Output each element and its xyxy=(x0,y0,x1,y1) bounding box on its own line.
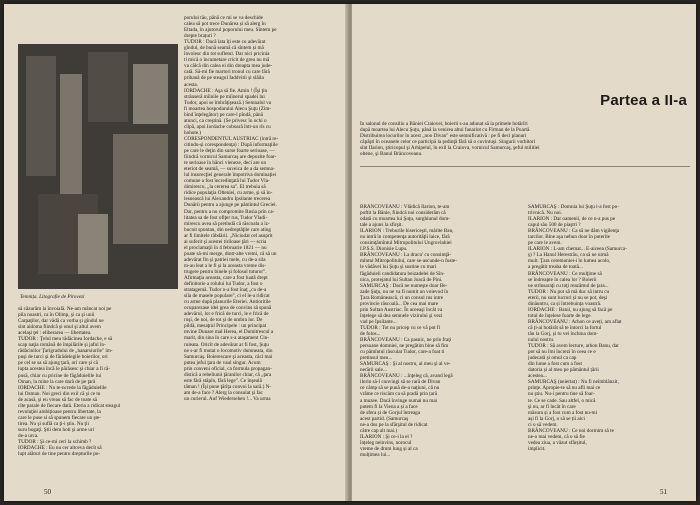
right-column-1 xyxy=(360,204,520,484)
text-line: să căzurăm la învoială. Ne-am mâncat noi pe xyxy=(18,306,112,312)
dialogue-line: ci o să vedem. xyxy=(528,421,558,428)
dialogue-line: Ţara Românească, ci un consul rus intre xyxy=(360,294,444,301)
intro-line: În salonul de consiliu a Băniei Craiovei, boierii s-au adunat să ia primele hotărîri xyxy=(360,121,528,127)
dialogue-line: făgăduieli candidatura beizadelei de Sîn- xyxy=(360,270,445,277)
text-line: eteriot de seamă, — suveica de a da semna- xyxy=(184,166,275,173)
text-line: acesta. xyxy=(184,81,198,88)
text-line: revoluţiei ambiţioase pentru libertate, la xyxy=(18,408,101,415)
text-line: cu arme după planurile Eteriei. Antioritile xyxy=(184,299,271,306)
dialogue-line: înțeleg neinvins, norocul xyxy=(360,439,412,446)
dialogue-line: nu intră în competenţa autorităţii laice, fără xyxy=(360,234,450,241)
dialogue-line: poftit la Bănie, fiindcă noi considerăm că xyxy=(360,210,446,217)
text-line: prin conveni oficial, ca formula propagan- xyxy=(184,365,272,372)
text-line: comune a fost încredinţată lui Tudor Vla- xyxy=(184,178,270,185)
text-line: ruşi, de noi, de tot şi de umbra lor. De xyxy=(184,317,263,324)
text-line: tăman ! (Îşi pune ţărîţa convoi la sară.) N- xyxy=(184,383,272,390)
dialogue-line: BRÂNCOVEANU : La dracu' cu consimţă- xyxy=(360,252,451,259)
dialogue-line: ilorin să-l convingi să se rară de Divan xyxy=(360,379,441,386)
text-line: distică a rebeliunii ţăranilor chiar, că „ţara xyxy=(184,371,272,378)
dialogue-line: trivnică. Nu noi. xyxy=(528,210,562,217)
dialogue-line: capul său 500 de piaştri ? xyxy=(528,222,581,229)
text-line: lesnească lui Alexandru Ipsilante trecerea xyxy=(184,196,271,203)
dialogue-line: ILARION : Dar oamenii, de ce n-a pus pe xyxy=(528,216,616,223)
dialogue-line: nului nostru. xyxy=(528,337,555,344)
text-line: de-a urca. xyxy=(18,432,39,439)
text-line: clipă, apoi Iordache coboară într-un rîs cu xyxy=(184,123,271,130)
text-line: stratagemă. Tudor n-a fost înaţ „cu de-a xyxy=(184,287,267,294)
text-line: IORDACHE : Eu nu cer altceva decît să xyxy=(18,445,102,452)
dialogue-line: datoria și al meu pe pământul țării xyxy=(528,367,599,374)
dialogue-line: pretinsul meu... xyxy=(360,355,393,362)
text-line: ne s-ar fi mutat o locomotiv dumneata, din xyxy=(184,347,273,354)
dialogue-line: pe care le avem. xyxy=(528,240,562,247)
dialogue-line: pot să nu îmi încrezi în ceea ce e xyxy=(528,349,596,356)
text-line: Carpaţilor, dar vădă ca vorba şi gîndul ne xyxy=(18,318,104,325)
text-line: drepte brațuri ? xyxy=(184,33,216,40)
part-title: Partea a II-a xyxy=(600,92,687,109)
dialogue-line: provincie răscoală... De cea mai mare xyxy=(360,300,439,307)
dialogue-line: TUDOR : Nu pot să mă duc să intru cu xyxy=(528,288,610,295)
text-line: adevărul, lor e frică de turci, le e frică de xyxy=(184,311,269,318)
prison-lithograph-photo xyxy=(18,44,178,289)
dialogue-line: SAMURCAŞ : Şi al nostru, al meu şi al ve- xyxy=(360,361,451,368)
dialogue-line: înțelege să dea semnele vizirului şi vezi xyxy=(360,312,443,319)
dialogue-line: TUDOR : Tot nu pricep cu ce vă pot fi xyxy=(360,324,441,331)
dialogue-line: cu pămîntul răsculat Tudor, care-a foat ti xyxy=(360,349,445,356)
dialogue-line: prin Sultan Austriac. În aceeaşi încât va xyxy=(360,306,443,313)
dialogue-line: acestea... xyxy=(528,373,547,380)
intro-line: căpăşti în oceanele celor ce participă la şedinţă fără să o cuvintuşi. Singurii vorbitori xyxy=(360,139,536,146)
text-line: ruleata. Oricît de adevărat ar fi fost, Şuţu xyxy=(184,341,269,348)
text-line: pe cel se sa să ajung ţară, ori care şi că xyxy=(18,360,98,367)
text-line: va călcă din calea ei din dreapta mea jude- xyxy=(184,63,273,70)
text-line: m-au leat a le fi şi la aceasta vreme dis- xyxy=(184,262,266,269)
text-line: ridice populaţia Olteniei, cu arme, şi să în- xyxy=(184,190,273,197)
text-line: cată. Să-mi fie martori tronul cu care fără xyxy=(184,69,270,76)
dialogue-line: odată cu moartea lui Şuţu, surghiunul dom- xyxy=(360,216,450,223)
dialogue-line: putem fi la Viena a și a face xyxy=(360,403,418,410)
dialogue-line: ILARION : Şi ce-i la el ? xyxy=(360,433,413,440)
dialogue-line: ILARION : Treburile bisericeşti, mărite Ban, xyxy=(360,228,454,235)
dialogue-line: tarcilor. Bine aşa nebun doar în puterile xyxy=(528,234,610,241)
text-line: este fără stăpîn, fără lege". Ce înşeală xyxy=(184,377,262,384)
dialogue-line: eterii, nu sunt lucruri și nu se pot, deşi xyxy=(528,294,608,301)
intro-line: Distribuirea locurilor în acest „noo Divan" este semnificativă : pe fi deci planuri xyxy=(360,133,527,140)
text-line: prihană de pe steagul Iaddvitii și slăila xyxy=(184,75,264,82)
text-line: rădăcinilor Ţarigradului de „hanarsiurile" im- xyxy=(18,348,113,355)
text-line: litatea sa de fost ofiţer rus, Tudor Vladi- xyxy=(184,214,268,221)
intro-line: după moartea lui Alecu Şuţu, până la venirea altui fanariot cu Firman de la Poartă. xyxy=(360,127,531,134)
dialogue-line: ași fi la Gorj, o să se ții aici xyxy=(528,415,585,422)
text-line: marit, din sina în care s-a ataşament Cin- xyxy=(184,335,269,342)
dialogue-line: BRÂNCOVEANU : Arhon ce aveți, am aflat xyxy=(528,318,622,325)
right-column-2 xyxy=(528,204,690,484)
text-line: TUDOR : Ţelul meu rădăcinea Iordache, e să xyxy=(18,336,113,343)
text-line: atunci, ca creştină. (Se privesc în ochi o xyxy=(184,117,267,124)
dialogue-line: BRÂNCOVEANU : Ca să ne dăm vigilenţa xyxy=(528,228,620,235)
text-line: gîndul, de bună seamă că sîntem și mă xyxy=(184,45,264,52)
dialogue-line: măsura și a fost cum a fost nu-mi xyxy=(528,409,598,416)
dialogue-line: nerării sale... xyxy=(360,367,387,374)
text-line: strânseră mîinile pe mîinerul spadei lui xyxy=(184,93,265,100)
dialogue-line: judecată și omul ca cap xyxy=(528,355,577,362)
text-line: ar fi limitele răbdării. „Niciodat cel asuprit xyxy=(184,232,273,239)
text-line: CORESPONDENTUL AUSTRIAC (intră re- xyxy=(184,135,279,142)
text-line: ai suferit şi acestei tiriloase ţări — scria xyxy=(184,238,267,245)
dialogue-line: tale a ajuns la sfirşit. xyxy=(360,222,403,229)
text-line: am de-a face ? Alerg la consulat şi fac xyxy=(184,389,263,396)
text-line: TUDOR : Şi ce-mi ceri la schimb ? xyxy=(18,439,92,446)
text-line: care le puse si să spunem fiecare un şte- xyxy=(18,414,101,421)
dialogue-line: BRÂNCOVEANU : Ce noi dormim să te xyxy=(528,427,614,434)
text-line: definitorie a rolului lui Tudor, a fost o xyxy=(184,281,263,288)
dialogue-line: se îndreapte în calea lor ? Boierii xyxy=(528,276,597,283)
text-line: putea jefui ţara de vaul singur. Acum xyxy=(184,359,261,366)
dialogue-line: ş) ? La Hanul Herestrău, ca să ne urmă xyxy=(528,252,609,259)
text-line: fi moartea hospodarului Alecu Şuţu (Zim- xyxy=(184,105,272,112)
dialogue-line: I.P.S.S. Dionisie Lupu. xyxy=(360,246,408,253)
text-line: poate să-mi merge, dintr-alte vremi, că să un xyxy=(184,250,277,257)
text-line: Tudor, apoi se îmbrăţişează.) Semnalul va xyxy=(184,99,272,106)
text-line: Samurcaş. Boierescare şi aceasta, căci mai xyxy=(184,353,273,360)
dialogue-line: BRÂNCOVEANU : Vlădică Ilarion, te-am xyxy=(360,204,450,210)
text-line: trugere pentru binele şi folosul tuturor". xyxy=(184,268,267,275)
dialogue-line: ILARION : L-am chemat... E-aiceea (Samurca- xyxy=(528,246,627,253)
text-line: IORDACHE : Aşa să fie. Amin ! (Îşi ţin xyxy=(184,87,268,94)
dialogue-line: de folos... xyxy=(360,330,381,337)
dialogue-line: vedea ziua, a văzut sfârșitul, xyxy=(528,439,587,446)
text-line: puşi de turci şi de fărădelegile boierilor, ori xyxy=(18,354,108,361)
dialogue-line: consimţămîntul Mitropolitului Ungrovlahiei xyxy=(360,240,452,247)
text-line: sila de masele populare", ci el le-a ridicat xyxy=(184,293,270,300)
text-line: TUDOR : Dacă lata îți este cu adevărat xyxy=(184,39,266,46)
text-line: ocuparezase idei grea de convins să spună xyxy=(184,305,272,312)
text-line: calea să pot trece Dunărea și să alerg în xyxy=(184,21,266,28)
dialogue-line: tău la Gorj, și tu vei închina dom- xyxy=(528,330,599,337)
dialogue-line: BRÂNCOVEANU : Ce mulţime să xyxy=(528,270,602,277)
text-line: un curierul. Auf Wiedersehen !... Va urma xyxy=(184,395,271,402)
text-line: mirescu avea să pretindă că răscoala a iz- xyxy=(184,220,270,227)
book-spread xyxy=(4,4,696,501)
dialogue-line: ne-o mai vedem, că o să fie xyxy=(528,433,585,440)
text-line: citindu-și corespondenţa) : După informaţiile xyxy=(184,141,278,148)
dialogue-line: mulțimea lui... xyxy=(360,451,391,458)
text-line: Oman, la mine la care dară de pe ţară xyxy=(18,378,96,385)
text-line: adevărat fin şi patriei mele, cu de-a sila xyxy=(184,256,266,263)
dialogue-line: te. Ce se cade. Sau altfel, o mică xyxy=(528,397,596,404)
dialogue-line: vrăme ce riscăm ca să pradă prin țară xyxy=(360,391,438,398)
text-line: bind înţelegător) pe care-l pîndă, până xyxy=(184,111,263,118)
dialogue-line: mult. Ţara ceremoniei-i în lumea acolo, xyxy=(528,258,611,265)
text-line: ti mică o încumetare cricit de greu nu mă xyxy=(184,57,270,64)
dialogue-line: SAMURCAŞ : Dacă ne numeşte doar Be- xyxy=(360,282,448,289)
text-line: hohote.) xyxy=(184,129,202,136)
dialogue-line: BRÂNCOVEANU : ...înţeleg că, avand legă xyxy=(360,373,453,380)
text-line: Eltada, în ajutorul poporului meu. Sîntem pe xyxy=(184,27,277,34)
dialogue-line: şi nu, ar fi încât în care xyxy=(528,403,576,410)
text-line: învoiesc din tot sufletul. Dar nici pricinia xyxy=(184,51,270,58)
text-line: pila noastri, ca în Olimp, şi ca şi unii xyxy=(18,312,95,319)
left-bottom-column xyxy=(18,306,178,478)
intro-line: oltene, şi Banul Brâncoveanu. xyxy=(360,151,423,158)
text-line: lui Osman. Noi greci din exil că şi ce tu xyxy=(18,390,101,397)
text-line: porului tău, până ce mi se va deschide xyxy=(184,15,263,21)
dialogue-line: persoane domniei, ne pregătim bine să fim xyxy=(360,343,449,350)
dialogue-line: a pregătit treaba de toată... xyxy=(528,264,583,271)
text-line: IORDACHE : Nu te-ncrede la făgăduielile xyxy=(18,384,107,391)
dialogue-line: prinţe. Apropie-te să nu afli mai ce xyxy=(528,385,601,392)
text-line: suru bogaţi. Ştii dem hoti şi arme uri xyxy=(18,426,95,433)
dialogue-line: ne strînsaraţi cu toţi reazămul de ţara... xyxy=(528,282,609,289)
section-divider xyxy=(360,166,690,167)
dialogue-line: de sfera și de Gorjul întreaga xyxy=(360,409,421,416)
dialogue-line: ce câmp să se pună de-a naţiuni, că nu xyxy=(360,385,440,392)
text-line: sînt aidoma fiindcă şi unul şi altul avem xyxy=(18,324,101,331)
intro-line: sînt IIarion, ştiricopul şi Arhipelul, în exil la Craiova, vornicul Samurcaş, şeful militiei xyxy=(360,145,540,152)
page-number-left: 50 xyxy=(44,488,51,496)
text-line: pusă, chiar cu pricine de făgăduielile lui xyxy=(18,372,102,379)
dialogue-line: către cap alt mai.) xyxy=(360,427,398,434)
dialogue-line: implicit. xyxy=(528,445,546,452)
text-line: scap naţia română de împilările şi jaful în- xyxy=(18,342,106,349)
dialogue-line: din lume a fost cum a fost xyxy=(528,361,582,368)
text-line: bucnit spontan, din nedreptăţile care ating xyxy=(184,226,272,233)
left-top-column xyxy=(184,15,342,485)
text-line: lupta acestea încă le părăsesc şi chiar a fi ră- xyxy=(18,366,111,373)
dialogue-line: ne-a dus pe la sfârşitul de ridicat xyxy=(360,421,428,428)
dialogue-line: le vădăvei lui Şuţu şi sustine cu mari xyxy=(360,264,437,271)
dialogue-line: dinăuntru, ca și întrebuința voastră. xyxy=(528,300,602,307)
page-number-right: 51 xyxy=(660,488,667,496)
text-line: Dunării pentru a ajunge pe pămîntul Greciei. xyxy=(184,202,277,209)
text-line: dimirescu, „la cererea sa". El trebuia să xyxy=(184,184,266,191)
text-line: Dar, pentru a nu compromite Rusia prin ca- xyxy=(184,208,275,215)
dialogue-line: TUDOR : Să avem lecture, arhon Banu, dar xyxy=(528,343,619,350)
photo-caption: Temnița. Litografie de Pirovezi xyxy=(20,294,85,300)
text-line: lul insurecţiei generale împotriva dominaţiei xyxy=(184,172,277,179)
dialogue-line: vreme de drum lung și al ca xyxy=(360,445,418,452)
text-line: tirea. Nu şi suflă ca ţi-i ştiu. Nu ţii xyxy=(18,420,89,427)
text-line: Afirmaţia aceasta, care a fost luată drept xyxy=(184,275,268,282)
text-line: fiindcă vornicul Samurcaş are depozite foar- xyxy=(184,154,277,161)
text-line: lupt alături de tine pentru drepturile po- xyxy=(18,451,101,458)
text-line: el proclamaţii în 4 februarie 1821 — nu xyxy=(184,244,267,251)
text-line: pildă, mesaţrul Principele : un principat xyxy=(184,323,267,330)
text-line: acelaşi ţel : eliberarea — libertatea. xyxy=(18,330,92,337)
dialogue-line: SAMURCAŞ : Domnia lui Şuţu i-a fost po- xyxy=(528,204,619,210)
dialogue-line: nica, protejatul lui Sultan Joacă de Pini. xyxy=(360,276,443,283)
dialogue-line: totul de înțelese foarte de lege. xyxy=(528,312,592,319)
dialogue-line: nu ştiu. Nu-i pentru tine să foar- xyxy=(528,391,595,398)
right-page xyxy=(352,4,696,501)
text-line: te serioase în bănci vieneze, deci are un xyxy=(184,160,267,167)
dialogue-line: a muzee. Dacă învinge numai nu mai xyxy=(360,397,438,404)
dialogue-line: mîntul Mitropolitului, care se-ascunde-n fuste- xyxy=(360,258,457,265)
dialogue-line: că ți-ai hotărât să te întorci la fortul xyxy=(528,324,602,331)
text-line: cîte parale de fiecare dată. Eteria a ridicat steagul xyxy=(18,402,121,409)
dialogue-line: zade Şuţu, nu ne va fi numit un voievod în xyxy=(360,288,449,295)
text-line: de acasă, şi eu vreau să fac de toate să xyxy=(18,396,97,403)
text-line: pe care le deţin din surse foarte serioase, — xyxy=(184,148,275,155)
left-page xyxy=(4,4,348,501)
dialogue-line: IORDACHE : Banii, nu ajung să facă pe xyxy=(528,306,613,313)
dialogue-line: BRÂNCOVEANU : Ca pasnic, ne prin fraţi xyxy=(360,337,452,344)
dialogue-line: vad pe Ipsilante... xyxy=(360,318,397,325)
text-line: mvine Dunare mal Herea, el Dumitrescul a xyxy=(184,329,274,336)
dialogue-line: SAMURCAŞ (neiertat) : Nu fi neîmblânzit, xyxy=(528,379,619,386)
dialogue-line: acest partid. (Samurcaş xyxy=(360,415,409,422)
intro-paragraph xyxy=(360,121,688,163)
